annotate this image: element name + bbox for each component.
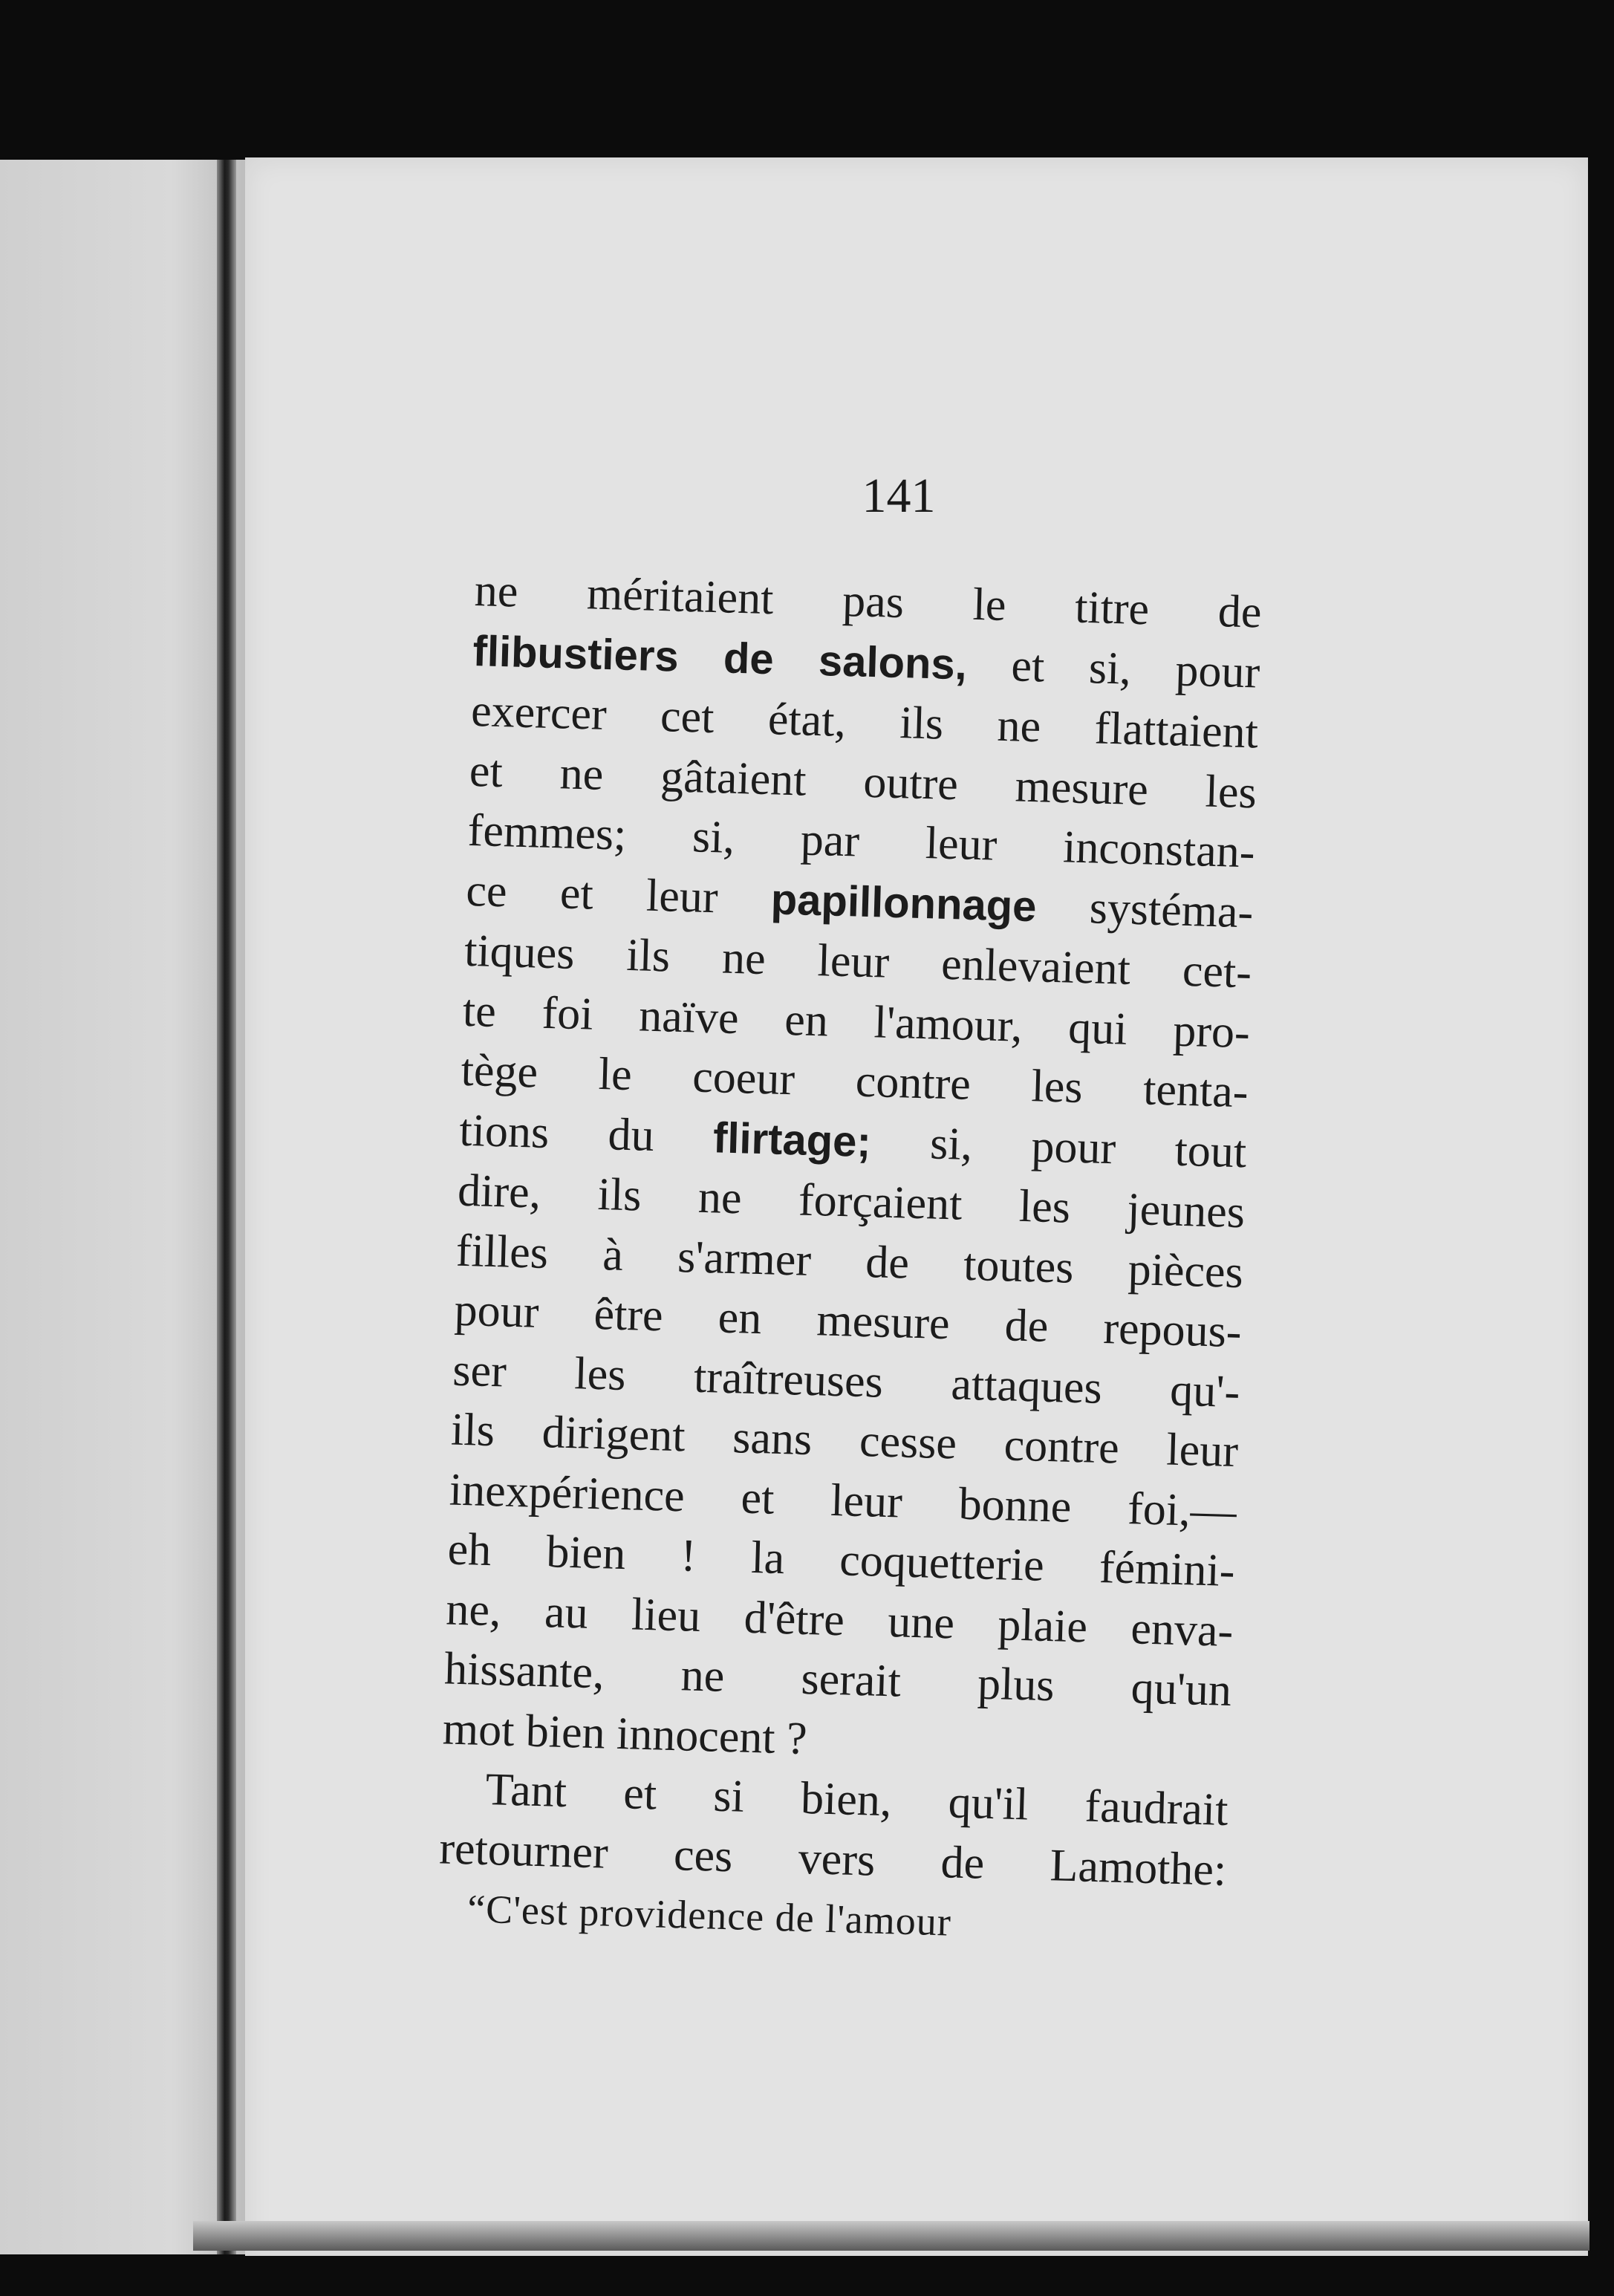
text-run: mot bien innocent ? [442, 1703, 808, 1764]
body-text [437, 561, 1262, 1960]
bold-term: flirtage; [712, 1113, 872, 1166]
facing-page-edge [0, 160, 245, 2254]
text-run: ce et leur [465, 865, 772, 924]
text-run: filles à s'armer de toutes pièces [455, 1225, 1244, 1298]
page-number: 141 [862, 469, 936, 523]
text-run: tège le coeur contre les tenta- [460, 1044, 1249, 1118]
text-run: Tant et si bien, qu'il faudrait [484, 1764, 1229, 1835]
text-run: inexpérience et leur bonne foi,— [449, 1464, 1237, 1537]
text-run: ne, au lieu d'être une plaie enva- [445, 1583, 1234, 1656]
text-run: femmes; si, par leur inconstan- [466, 804, 1256, 878]
text-run: dire, ils ne forçaient les jeunes [457, 1165, 1246, 1238]
text-run: hissante, ne serait plus qu'un [443, 1643, 1232, 1717]
bold-term: papillonnage [770, 874, 1038, 931]
text-run: exercer cet état, ils ne flattaient [470, 685, 1259, 758]
text-run: pour être en mesure de repous- [453, 1284, 1243, 1358]
text-run: et si, pour [966, 639, 1261, 698]
text-run: eh bien ! la coquetterie fémini- [446, 1523, 1236, 1597]
text-run: systéma- [1035, 880, 1255, 937]
text-run: te foi naïve en l'amour, qui pro- [462, 985, 1251, 1058]
text-run: tions du [458, 1105, 715, 1162]
text-run: ils dirigent sans cesse contre leur [450, 1404, 1239, 1477]
book-binding [217, 160, 236, 2254]
bold-term: flibustiers de salons, [472, 626, 968, 689]
text-run: et ne gâtaient outre mesure les [469, 745, 1257, 818]
text-run: tiques ils ne leur enlevaient cet- [463, 925, 1252, 998]
text-run: si, pour tout [870, 1116, 1248, 1177]
text-run: retourner ces vers de Lamothe: [438, 1822, 1228, 1896]
text-run: “C'est providence de l'amour [466, 1886, 952, 1945]
text-run: ne méritaient pas le titre de [473, 565, 1263, 638]
text-run: ser les traîtreuses attaques qu'- [452, 1344, 1241, 1417]
page-bottom-edge [193, 2221, 1589, 2251]
